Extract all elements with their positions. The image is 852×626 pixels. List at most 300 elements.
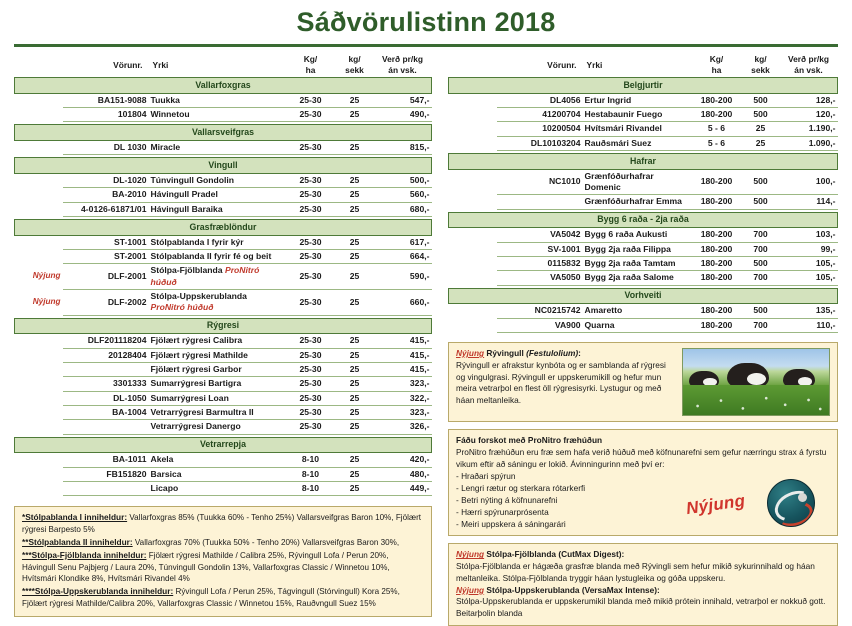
cell-vorunr: VA900	[497, 318, 583, 332]
cell-new-tag	[449, 169, 497, 195]
cell-vorunr: DL-1050	[63, 391, 149, 405]
pronitro-benefit-item: - Hraðari spýrun	[456, 471, 516, 482]
cell-kg-ha: 8-10	[286, 453, 336, 467]
cell-vorunr: DLF201118204	[63, 334, 149, 348]
ryvingull-heading	[456, 348, 676, 360]
cell-vorunr: ST-1001	[63, 235, 149, 249]
header-kg-sekk-right-line2: sekk	[751, 65, 770, 76]
cell-kg-ha: 180-200	[692, 257, 742, 271]
cell-verd: 415,-	[374, 348, 432, 362]
left-table-body	[15, 78, 432, 499]
cell-kg-sekk: 25	[336, 482, 374, 496]
cell-yrki: Miracle	[149, 141, 286, 155]
cell-yrki: Tuukka	[149, 93, 286, 107]
footnote-2-label: **Stólpablanda II inniheldur:	[22, 536, 133, 547]
page-title: Sáðvörulistinn 2018	[296, 6, 556, 37]
cell-yrki: Stólpablanda II fyrir fé og beit	[149, 250, 286, 264]
cell-new-tag	[15, 250, 63, 264]
cell-kg-sekk: 25	[336, 406, 374, 420]
footnote-4-text: Rývingull Lofa / Perun 25%, Tágvingull (Stórvingull) Kora 25%, Fjölært rýgresi Mathilde/Calibra 20%, Vallarfoxgras Classic / Winnetou 15%, Rauðvngull Suez 15%	[22, 587, 400, 608]
table-row	[449, 228, 838, 242]
header-kg-sekk	[336, 53, 374, 78]
cell-kg-sekk: 25	[336, 202, 374, 216]
cell-kg-ha: 25-30	[286, 202, 336, 216]
cell-vorunr: BA-1011	[63, 453, 149, 467]
table-row	[15, 334, 432, 348]
footnote-1-label: *Stólpablanda I inniheldur:	[22, 512, 128, 523]
right-table-head	[449, 53, 838, 78]
pronitro-body: ProNitro fræhúðun eru fræ sem hafa verið húðuð með köfnunarefni sem gefur nærringu strax á fyrstu vikum eftir að sáningu er lokið. Ávinningurinn með því er:	[456, 446, 827, 469]
cell-kg-sekk: 700	[742, 242, 780, 256]
cell-verd: 1.190,-	[780, 122, 838, 136]
group-spacer-cell	[15, 496, 432, 499]
cell-yrki: Barsica	[149, 467, 286, 481]
cell-new-tag	[449, 257, 497, 271]
group-header-label: Vallarsveifgras	[15, 125, 432, 141]
cell-new-tag	[449, 271, 497, 285]
cell-yrki: Quarna	[583, 318, 692, 332]
cell-yrki: Hávingull Pradel	[149, 188, 286, 202]
cell-kg-ha: 180-200	[692, 242, 742, 256]
cell-yrki: Ertur Ingrid	[583, 93, 692, 107]
pronitro-coated-label: ProNitró húðuð	[150, 302, 214, 313]
footnote-3-text: Fjölært rýgresi Mathilde / Calibra 25%, Rývingull Lofa / Perun 20%, Hávingull Senu Pajbjerg / Laura 20%, Túnvingull Gondolin 13%, Vallarfoxgras Classic / Winnetou 10%, Hvítsmári Klondike 8%, Hvítsmári Rivandel 4%	[22, 550, 390, 584]
ryvingull-new-tag: Nýjung	[456, 348, 485, 359]
left-column	[14, 53, 432, 626]
cell-new-tag	[15, 334, 63, 348]
header-new-spacer-right	[449, 53, 497, 78]
cell-kg-ha: 180-200	[692, 195, 742, 209]
cell-yrki: Vetrarrýgresi Barmultra II	[149, 406, 286, 420]
cell-vorunr: VA5050	[497, 271, 583, 285]
group-header-row	[449, 288, 838, 304]
table-row	[15, 188, 432, 202]
cell-kg-sekk: 500	[742, 93, 780, 107]
cell-verd: 680,-	[374, 202, 432, 216]
right-table-body	[449, 78, 838, 335]
cell-new-tag	[449, 304, 497, 318]
cell-new-tag	[449, 122, 497, 136]
table-row	[15, 453, 432, 467]
cell-kg-ha: 5 - 6	[692, 122, 742, 136]
cell-yrki: Bygg 6 raða Aukusti	[583, 228, 692, 242]
cell-new-tag	[15, 93, 63, 107]
cell-kg-sekk: 25	[336, 108, 374, 122]
table-row	[15, 406, 432, 420]
header-kg-ha-right	[692, 53, 742, 78]
cell-kg-sekk: 25	[336, 348, 374, 362]
right-column	[448, 53, 838, 626]
cell-vorunr: BA-2010	[63, 188, 149, 202]
cell-kg-sekk: 25	[336, 453, 374, 467]
header-yrki: Yrki	[152, 59, 169, 70]
cell-new-tag	[15, 202, 63, 216]
ryvingull-heading-colon: :	[578, 348, 581, 359]
header-kg-sekk-right-line1: kg/	[754, 54, 767, 64]
header-kg-ha-line2: ha	[305, 65, 316, 76]
cell-yrki: Fjölært rýgresi Garbor	[149, 363, 286, 377]
meadow-grass	[683, 385, 829, 415]
cell-verd: 590,-	[374, 264, 432, 290]
cell-new-tag	[15, 406, 63, 420]
cell-verd: 322,-	[374, 391, 432, 405]
group-header-label: Belgjurtir	[449, 78, 838, 94]
cell-verd: 323,-	[374, 406, 432, 420]
cell-vorunr: DLF-2002	[63, 290, 149, 316]
cell-verd: 110,-	[780, 318, 838, 332]
group-header-label: Bygg 6 raða - 2ja raða	[449, 212, 838, 228]
pronitro-heading: Fáðu forskot með ProNitro fræhúðun	[456, 435, 603, 446]
cell-yrki: Fjölært rýgresi Calibra	[149, 334, 286, 348]
footnote-1	[22, 512, 424, 536]
cell-yrki: Akela	[149, 453, 286, 467]
cell-verd: 660,-	[374, 290, 432, 316]
group-header-row	[15, 437, 432, 453]
group-header-row	[449, 154, 838, 170]
cell-vorunr: NC0215742	[497, 304, 583, 318]
cell-vorunr: 4-0126-61871/01	[63, 202, 149, 216]
cell-kg-sekk: 25	[336, 235, 374, 249]
ryvingull-info-box	[448, 342, 838, 422]
cell-vorunr: 20128404	[63, 348, 149, 362]
group-header-row	[15, 158, 432, 174]
header-vorunr-right: Vörunr.	[547, 59, 577, 70]
footnote-3	[22, 550, 424, 585]
cell-verd: 500,-	[374, 174, 432, 188]
table-row	[15, 363, 432, 377]
cell-vorunr: NC1010	[497, 169, 583, 195]
group-header-label: Vallarfoxgras	[15, 78, 432, 94]
cell-kg-sekk: 25	[336, 467, 374, 481]
cell-kg-sekk: 25	[742, 122, 780, 136]
cows-in-meadow-photo	[682, 348, 830, 416]
group-header-row	[15, 220, 432, 236]
cell-yrki: Hávingull Baraika	[149, 202, 286, 216]
cell-yrki: Stólpablanda I fyrir kýr	[149, 235, 286, 249]
cell-yrki: Bygg 2ja raða Salome	[583, 271, 692, 285]
group-header-row	[15, 125, 432, 141]
header-vorunr: Vörunr.	[113, 59, 143, 70]
table-row	[15, 202, 432, 216]
ryvingull-text	[456, 348, 676, 416]
cell-vorunr: VA5042	[497, 228, 583, 242]
table-row	[15, 482, 432, 496]
cell-verd: 490,-	[374, 108, 432, 122]
table-row	[15, 108, 432, 122]
table-row	[15, 174, 432, 188]
header-kg-sekk-line1: kg/	[348, 54, 361, 64]
right-header-row	[449, 53, 838, 78]
cell-kg-sekk: 500	[742, 304, 780, 318]
cell-vorunr	[63, 420, 149, 434]
table-row	[449, 93, 838, 107]
footnote-2-text: Vallarfoxgras 70% (Tuukka 50% - Tenho 20%) Vallarsveifgras Baron 30%,	[132, 537, 400, 547]
cell-kg-ha: 180-200	[692, 93, 742, 107]
cell-kg-ha: 25-30	[286, 334, 336, 348]
cell-vorunr: DL-1020	[63, 174, 149, 188]
group-header-row	[449, 212, 838, 228]
cell-verd: 664,-	[374, 250, 432, 264]
cell-kg-sekk: 25	[336, 174, 374, 188]
cell-kg-sekk: 25	[336, 363, 374, 377]
cell-verd: 99,-	[780, 242, 838, 256]
cell-kg-ha: 25-30	[286, 348, 336, 362]
cell-new-tag	[15, 453, 63, 467]
cell-kg-ha: 8-10	[286, 467, 336, 481]
cell-verd: 1.090,-	[780, 136, 838, 150]
cell-new-tag	[449, 228, 497, 242]
left-table-head	[15, 53, 432, 78]
cell-kg-sekk: 25	[336, 377, 374, 391]
cell-new-tag	[15, 377, 63, 391]
cell-new-tag	[15, 363, 63, 377]
cell-verd: 323,-	[374, 377, 432, 391]
cell-verd: 326,-	[374, 420, 432, 434]
cell-kg-sekk: 25	[336, 290, 374, 316]
cell-kg-sekk: 25	[336, 250, 374, 264]
cell-verd: 815,-	[374, 141, 432, 155]
cell-yrki: Hestabaunir Fuego	[583, 108, 692, 122]
page-title-bar	[0, 0, 852, 44]
cell-kg-sekk: 25	[336, 93, 374, 107]
cell-kg-ha: 8-10	[286, 482, 336, 496]
cell-yrki: Amaretto	[583, 304, 692, 318]
cell-new-tag	[449, 93, 497, 107]
cell-kg-sekk: 25	[336, 141, 374, 155]
cell-vorunr: 101804	[63, 108, 149, 122]
cell-kg-sekk: 500	[742, 195, 780, 209]
cell-kg-sekk: 25	[336, 420, 374, 434]
cell-yrki: Rauðsmári Suez	[583, 136, 692, 150]
ryvingull-heading-latin: (Festulolium)	[526, 348, 579, 359]
table-row	[449, 304, 838, 318]
stolpa-fjolblanda-body: Stólpa-Fjölblanda er hágæða grasfræ blanda með Rývingli sem hefur mikið sykurinnihald og háan meltanleika. Stólpa-Fjölblanda tryggir háan lystugleika og góða uppskeru.	[456, 561, 815, 583]
cell-verd: 120,-	[780, 108, 838, 122]
cell-verd: 480,-	[374, 467, 432, 481]
cell-verd: 560,-	[374, 188, 432, 202]
group-spacer	[449, 333, 838, 336]
right-price-table	[448, 53, 838, 335]
cell-kg-ha: 25-30	[286, 406, 336, 420]
cell-new-tag	[15, 391, 63, 405]
cell-kg-ha: 180-200	[692, 318, 742, 332]
cell-vorunr: DL4056	[497, 93, 583, 107]
table-row	[15, 93, 432, 107]
header-yrki-right: Yrki	[586, 59, 603, 70]
cell-verd: 547,-	[374, 93, 432, 107]
pronitro-benefit-item: - Hærri spýrunarprósenta	[456, 506, 549, 517]
cell-yrki: Túnvingull Gondolin	[149, 174, 286, 188]
cell-vorunr: DLF-2001	[63, 264, 149, 290]
cell-vorunr: FB151820	[63, 467, 149, 481]
left-price-table	[14, 53, 432, 498]
pronitro-benefit-item: - Betri nýting á köfnunarefni	[456, 495, 558, 505]
cell-kg-sekk: 25	[336, 264, 374, 290]
cell-kg-sekk: 25	[336, 188, 374, 202]
cell-yrki: Licapo	[149, 482, 286, 496]
table-row	[449, 195, 838, 209]
cell-kg-ha: 180-200	[692, 108, 742, 122]
cell-verd: 103,-	[780, 228, 838, 242]
group-header-label: Vingull	[15, 158, 432, 174]
cell-yrki: Sumarrýgresi Loan	[149, 391, 286, 405]
cell-kg-ha: 25-30	[286, 377, 336, 391]
cell-new-tag	[15, 108, 63, 122]
table-row	[449, 242, 838, 256]
footnote-4-label: ****Stólpa-Uppskerublanda inniheldur:	[22, 586, 174, 597]
cell-kg-ha: 180-200	[692, 228, 742, 242]
stolpa-uppskerublanda-body: Stólpa-Uppskerublanda er uppskerumikil blanda með mikið prótein innihald, vetrarþol er nokkuð gott. Beitarþolin blanda	[456, 596, 826, 619]
table-row	[449, 318, 838, 332]
cell-kg-ha: 25-30	[286, 391, 336, 405]
cell-verd: 449,-	[374, 482, 432, 496]
cell-yrki: Hvítsmári Rivandel	[583, 122, 692, 136]
cell-verd: 135,-	[780, 304, 838, 318]
group-spacer	[15, 496, 432, 499]
footnote-1-text: Vallarfoxgras 85% (Tuukka 60% - Tenho 25%) Vallarsveifgras Baron 10%, Fjölært rýgresi Barpesto 5%	[22, 513, 422, 535]
cell-new-tag	[15, 467, 63, 481]
header-kg-ha-right-line2: ha	[711, 65, 722, 76]
footnote-4	[22, 586, 424, 610]
group-header-label: Hafrar	[449, 154, 838, 170]
cell-new-tag	[449, 318, 497, 332]
cell-yrki: Grænfóðurhafrar Domenic	[583, 169, 692, 195]
table-row	[15, 420, 432, 434]
pronitro-benefit-item: - Meiri uppskera á sáningarári	[456, 518, 566, 529]
cell-new-tag	[15, 235, 63, 249]
cell-kg-ha: 180-200	[692, 169, 742, 195]
stolpa-fjolblanda-new-tag: Nýjung	[456, 549, 485, 560]
cell-yrki: Fjölært rýgresi Mathilde	[149, 348, 286, 362]
table-row	[15, 235, 432, 249]
cell-new-tag	[449, 136, 497, 150]
header-verd-line2: án vsk.	[388, 65, 417, 76]
cell-yrki: Stólpa-Uppskerublanda ProNitró húðuð	[149, 290, 286, 316]
cell-verd: 105,-	[780, 271, 838, 285]
cell-yrki: Vetrarrýgresi Danergo	[149, 420, 286, 434]
table-row	[15, 264, 432, 290]
stolpa-fjolblanda-title: Stólpa-Fjölblanda (CutMax Digest):	[484, 549, 625, 560]
footnote-3-label: ***Stólpa-Fjölblanda inniheldur:	[22, 549, 147, 560]
table-row	[15, 348, 432, 362]
cell-kg-ha: 25-30	[286, 188, 336, 202]
cell-kg-ha: 180-200	[692, 271, 742, 285]
table-row	[15, 250, 432, 264]
cell-vorunr: 0115832	[497, 257, 583, 271]
cell-kg-ha: 25-30	[286, 363, 336, 377]
cell-yrki: Sumarrýgresi Bartigra	[149, 377, 286, 391]
cell-yrki: Winnetou	[149, 108, 286, 122]
cell-verd: 617,-	[374, 235, 432, 249]
group-header-row	[449, 78, 838, 94]
cell-kg-sekk: 25	[336, 391, 374, 405]
cell-vorunr	[63, 482, 149, 496]
table-row	[15, 141, 432, 155]
table-row	[15, 467, 432, 481]
pronitro-info-box	[448, 429, 838, 536]
cell-new-tag	[15, 348, 63, 362]
stolpa-uppskerublanda-title: Stólpa-Uppskerublanda (VersaMax Intense):	[484, 584, 660, 595]
cell-kg-ha: 25-30	[286, 93, 336, 107]
nyjung-stamp: Nýjung	[684, 491, 746, 519]
cell-vorunr: 41200704	[497, 108, 583, 122]
cell-new-tag: Nýjung	[15, 264, 63, 290]
cell-kg-sekk: 500	[742, 257, 780, 271]
cell-kg-ha: 5 - 6	[692, 136, 742, 150]
cell-kg-sekk: 500	[742, 108, 780, 122]
cell-verd: 415,-	[374, 363, 432, 377]
cell-vorunr: 10200504	[497, 122, 583, 136]
cell-new-tag	[449, 195, 497, 209]
content-columns	[0, 47, 852, 626]
cell-kg-ha: 25-30	[286, 290, 336, 316]
header-kg-ha	[286, 53, 336, 78]
header-kg-sekk-right	[742, 53, 780, 78]
cell-new-tag	[15, 141, 63, 155]
cell-kg-sekk: 700	[742, 271, 780, 285]
cell-yrki: Bygg 2ja raða Filippa	[583, 242, 692, 256]
cell-kg-ha: 180-200	[692, 304, 742, 318]
footnote-2	[22, 537, 424, 549]
cell-vorunr: DL 1030	[63, 141, 149, 155]
cell-kg-ha: 25-30	[286, 108, 336, 122]
cell-kg-sekk: 700	[742, 318, 780, 332]
cell-new-tag	[449, 242, 497, 256]
stolpa-fjolblanda-heading	[456, 549, 830, 561]
cell-kg-ha: 25-30	[286, 174, 336, 188]
header-verd-right	[780, 53, 838, 78]
table-row	[449, 108, 838, 122]
cell-vorunr: ST-2001	[63, 250, 149, 264]
table-row	[449, 122, 838, 136]
cell-vorunr	[63, 363, 149, 377]
cell-kg-sekk: 25	[742, 136, 780, 150]
cell-vorunr: BA-1004	[63, 406, 149, 420]
header-verd-right-line1: Verð pr/kg	[788, 54, 829, 64]
header-verd-line1: Verð pr/kg	[382, 54, 423, 64]
cell-new-tag: Nýjung	[15, 290, 63, 316]
cell-vorunr: DL10103204	[497, 136, 583, 150]
pronitro-coated-label: ProNitró húðuð	[150, 265, 260, 287]
header-new-spacer	[15, 53, 63, 78]
group-header-row	[15, 318, 432, 334]
table-row	[15, 391, 432, 405]
table-row	[449, 136, 838, 150]
table-row	[15, 377, 432, 391]
group-spacer-cell	[449, 333, 838, 336]
header-verd-right-line2: án vsk.	[794, 65, 823, 76]
stolpa-uppskerublanda-new-tag: Nýjung	[456, 584, 485, 595]
table-row	[15, 290, 432, 316]
cell-new-tag	[15, 420, 63, 434]
stolpa-blends-box	[448, 543, 838, 626]
header-verd	[374, 53, 432, 78]
group-header-label: Rýgresi	[15, 318, 432, 334]
cell-yrki: Stólpa-Fjölblanda ProNitró húðuð	[149, 264, 286, 290]
cell-kg-sekk: 25	[336, 334, 374, 348]
cell-verd: 100,-	[780, 169, 838, 195]
cell-verd: 105,-	[780, 257, 838, 271]
cell-kg-ha: 25-30	[286, 141, 336, 155]
cell-verd: 420,-	[374, 453, 432, 467]
cell-kg-ha: 25-30	[286, 420, 336, 434]
header-kg-ha-line1: Kg/	[303, 54, 318, 64]
left-header-row	[15, 53, 432, 78]
cell-new-tag	[15, 188, 63, 202]
group-header-label: Vetrarrepja	[15, 437, 432, 453]
cell-verd: 415,-	[374, 334, 432, 348]
ryvingull-heading-name: Rývingull	[484, 348, 527, 359]
